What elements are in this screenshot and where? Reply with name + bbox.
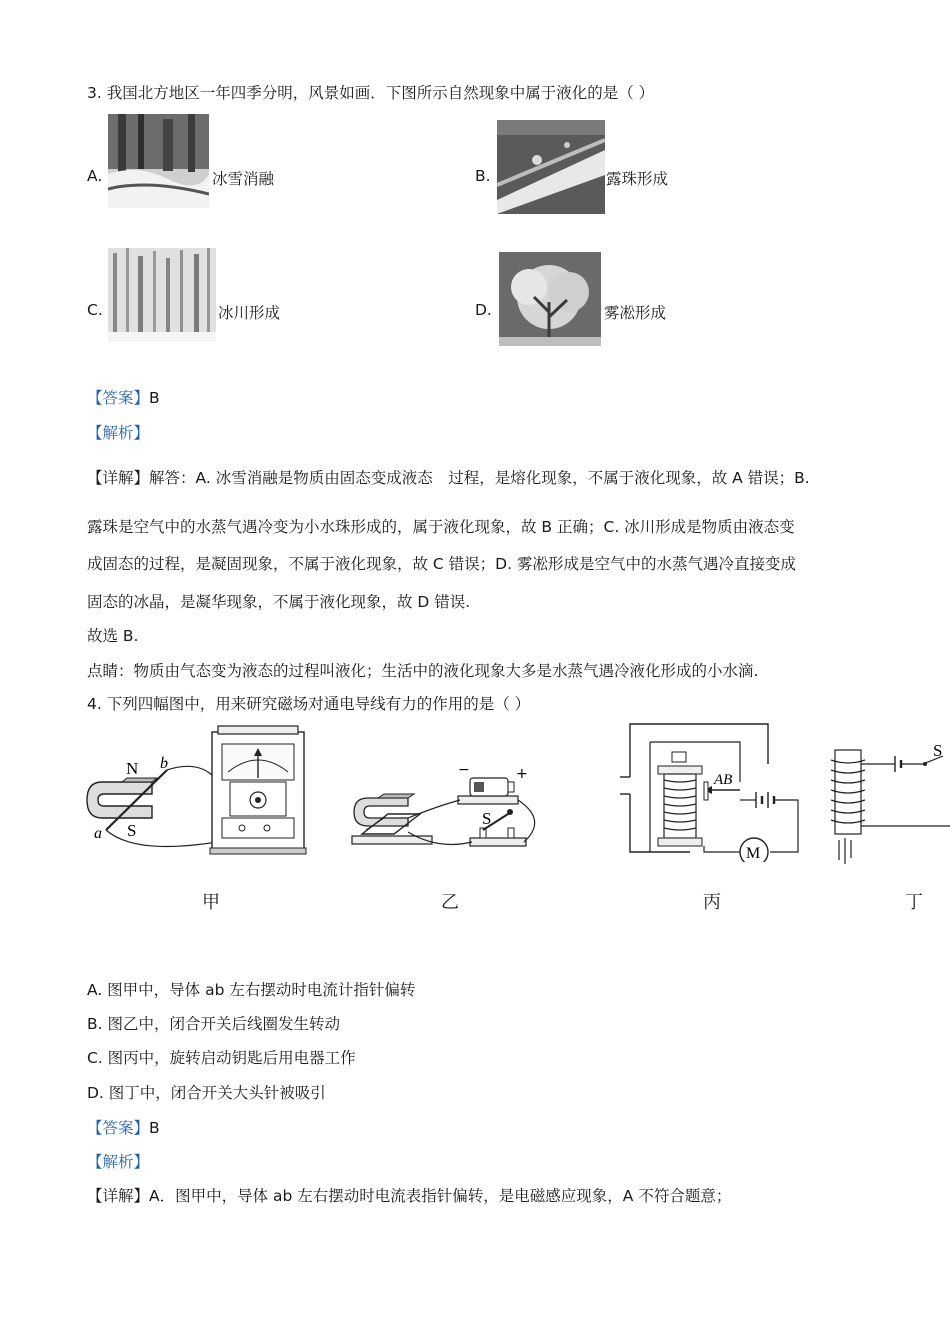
q3-answer-value: B — [149, 389, 160, 407]
q3-option-b-photo — [497, 120, 605, 214]
q4-answer-value: B — [149, 1119, 160, 1137]
q4-option-b: B. 图乙中，闭合开关后线圈发生转动 — [87, 1015, 340, 1033]
q4-yi-label-plus: + — [516, 766, 528, 782]
q4-answer-tag: 【答案】 — [87, 1119, 150, 1137]
q3-answer-tag: 【答案】 — [87, 389, 150, 407]
q3-detail-line-1 — [87, 466, 810, 488]
q4-figure-bing-caption: 丙 — [703, 892, 721, 913]
q3-option-b-caption: 露珠形成 — [606, 170, 669, 188]
q3-option-a-caption: 冰雪消融 — [212, 170, 275, 188]
q3-option-a-letter: A. — [87, 167, 103, 185]
q4-figure-yi-caption: 乙 — [441, 892, 459, 913]
q4-option-c: C. 图丙中，旋转启动钥匙后用电器工作 — [87, 1049, 356, 1067]
q4-analysis-tag: 【解析】 — [87, 1153, 150, 1171]
q4-figure-yi — [348, 760, 548, 870]
q4-detail-tag: 【详解】 — [87, 1187, 150, 1205]
q4-figure-bing — [620, 722, 810, 862]
q3-option-a-photo — [108, 114, 209, 208]
q4-yi-label-s: S — [482, 809, 492, 828]
q3-conclusion: 故选 B. — [87, 627, 139, 645]
q3-option-b-letter: B. — [475, 167, 491, 185]
q3-note: 点睛：物质由气态变为液态的过程叫液化；生活中的液化现象大多是水蒸气遇冷液化形成的小水滴. — [87, 662, 759, 680]
q4-figure-ding — [825, 740, 950, 870]
q3-detail-line-4: 固态的冰晶，是凝华现象，不属于液化现象，故 D 错误. — [87, 593, 471, 611]
q4-detail — [87, 1184, 731, 1206]
q4-figure-jia-caption: 甲 — [202, 892, 220, 913]
q4-jia-label-n: N — [126, 759, 139, 778]
q4-question: 4. 下列四幅图中，用来研究磁场对通电导线有力的作用的是（ ） — [87, 695, 531, 713]
q3-option-c-caption: 冰川形成 — [218, 304, 281, 322]
q4-ding-label-s: S — [933, 741, 943, 760]
q4-figure-jia — [82, 722, 307, 860]
q4-jia-label-s: S — [127, 821, 137, 840]
q4-detail-text: A．图甲中，导体 ab 左右摆动时电流表指针偏转，是电磁感应现象，A 不符合题意； — [149, 1187, 732, 1205]
q3-option-c-photo — [108, 248, 216, 342]
q4-bing-label-m: M — [746, 845, 761, 862]
q3-option-d-photo — [499, 252, 601, 346]
q4-answer — [87, 1116, 160, 1138]
q4-jia-label-b: b — [160, 755, 168, 772]
q4-yi-label-minus: − — [458, 762, 470, 778]
q3-detail-text-1: 解答：A. 冰雪消融是物质由固态变成液态 过程，是熔化现象，不属于液化现象，故 A 错误；B. — [149, 469, 810, 487]
q3-answer — [87, 386, 160, 408]
q4-bing-label-ab: AB — [714, 772, 733, 788]
q4-option-a: A. 图甲中，导体 ab 左右摆动时电流计指针偏转 — [87, 981, 416, 999]
q3-option-c-letter: C. — [87, 301, 103, 319]
q3-question: 3. 我国北方地区一年四季分明，风景如画．下图所示自然现象中属于液化的是（ ） — [87, 84, 655, 102]
q3-detail-line-3: 成固态的过程，是凝固现象，不属于液化现象，故 C 错误；D. 雾凇形成是空气中的水蒸气遇冷直接变成 — [87, 555, 796, 573]
q3-analysis-tag: 【解析】 — [87, 424, 150, 442]
q4-figure-ding-caption: 丁 — [905, 892, 923, 913]
q4-jia-label-a: a — [94, 825, 102, 842]
q4-option-d: D. 图丁中，闭合开关大头针被吸引 — [87, 1084, 326, 1102]
q3-detail-line-2: 露珠是空气中的水蒸气遇冷变为小水珠形成的，属于液化现象，故 B 正确；C. 冰川形成是物质由液态变 — [87, 518, 795, 536]
q3-option-d-letter: D. — [475, 301, 492, 319]
q3-detail-tag: 【详解】 — [87, 469, 150, 487]
q3-option-d-caption: 雾凇形成 — [604, 304, 667, 322]
